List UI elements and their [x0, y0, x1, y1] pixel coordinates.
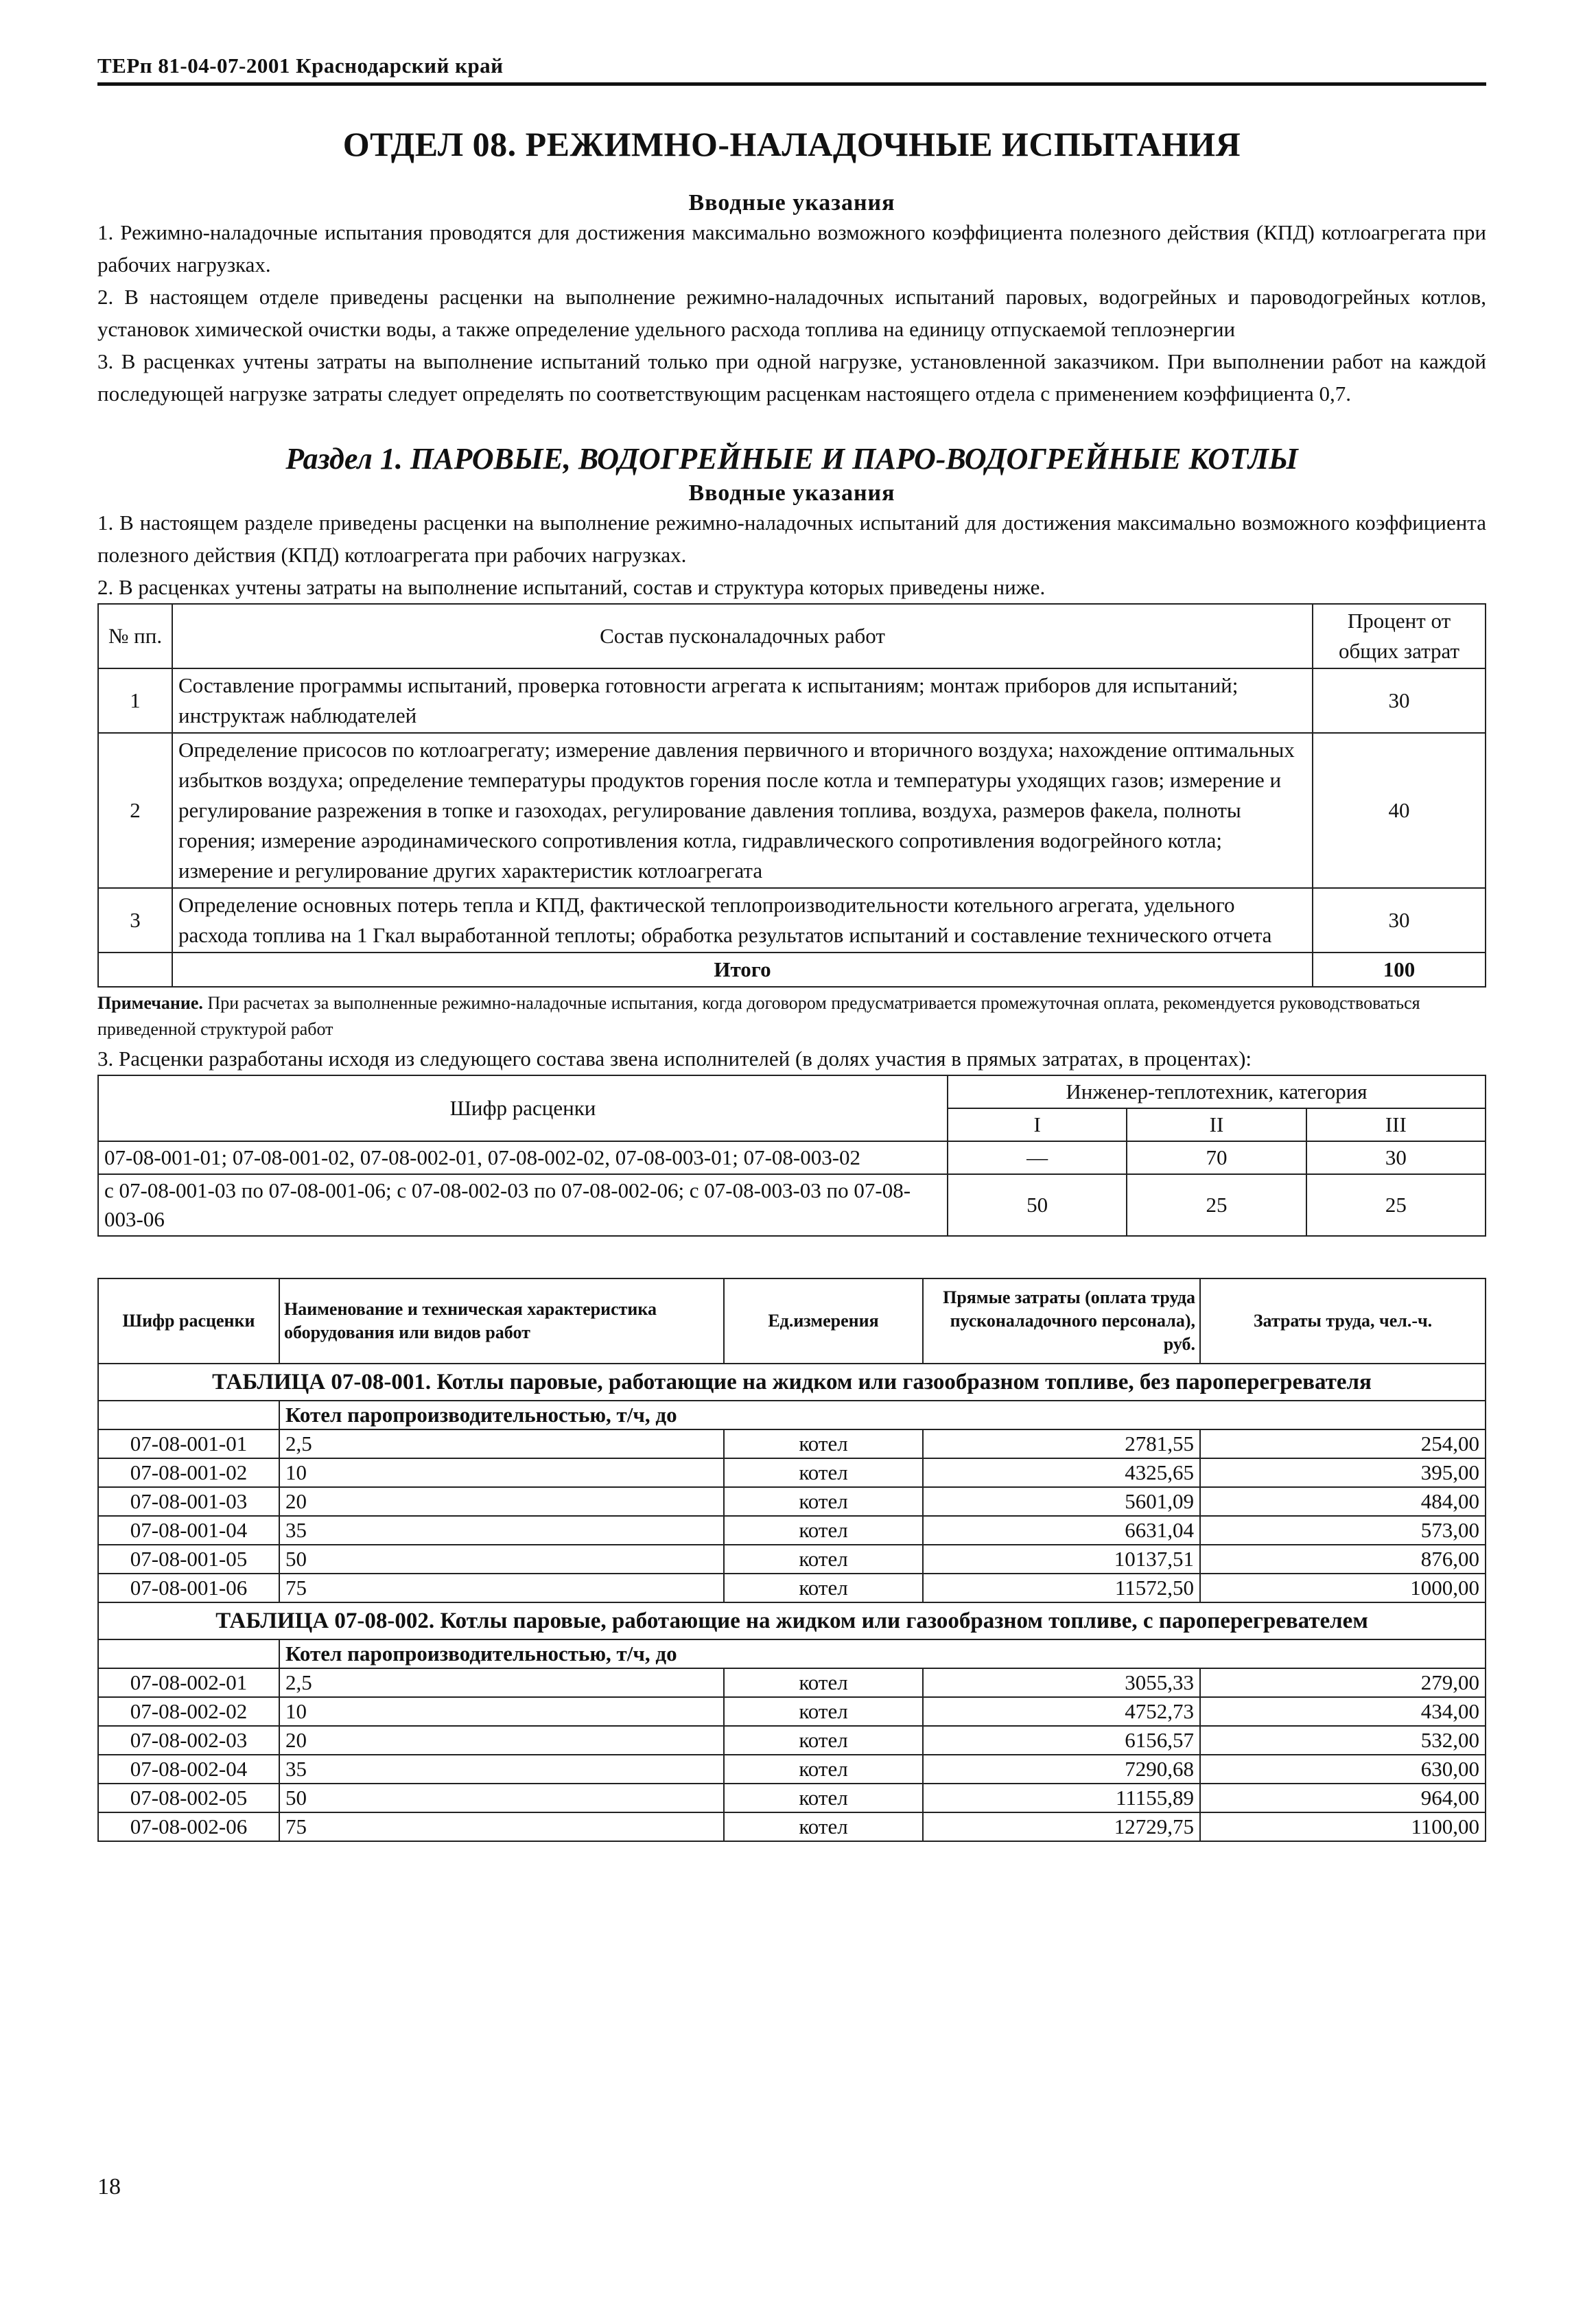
total-empty-cell — [98, 953, 172, 987]
table-row — [98, 1755, 1486, 1784]
crew-table — [97, 1075, 1486, 1237]
cell-cost: 2781,55 — [923, 1429, 1200, 1458]
cell-unit: котел — [724, 1545, 923, 1574]
crew-share: 30 — [1306, 1141, 1486, 1174]
crew-code-header: Шифр расценки — [98, 1075, 948, 1141]
cell-labor: 1000,00 — [1200, 1574, 1486, 1602]
col-header-percent: Процент от общих затрат — [1313, 604, 1486, 668]
table-row — [98, 1726, 1486, 1755]
cell-code: 07-08-002-03 — [98, 1726, 279, 1755]
section-paragraph: 1. В настоящем разделе приведены расценки на выполнение режимно-наладочных испытаний для достижения максимально возможного коэффициента полезного действия (КПД) котлоагрегата при рабочих нагрузках. — [97, 511, 1486, 567]
cell-unit: котел — [724, 1726, 923, 1755]
cell-code: 07-08-001-05 — [98, 1545, 279, 1574]
table-section-title: ТАБЛИЦА 07-08-001. Котлы паровые, работающие на жидком или газообразном топливе, без пароперегревателя — [98, 1364, 1486, 1401]
cell-code: 07-08-002-04 — [98, 1755, 279, 1784]
table-row — [98, 1458, 1486, 1487]
cell-name: 75 — [279, 1812, 724, 1841]
category-header: I — [948, 1108, 1127, 1141]
cell-labor: 434,00 — [1200, 1697, 1486, 1726]
table-row — [98, 1545, 1486, 1574]
cell-name: 10 — [279, 1458, 724, 1487]
crew-paragraph: 3. Расценки разработаны исходя из следующего состава звена исполнителей (в долях участия в прямых затратах, в процентах): — [97, 1047, 1252, 1071]
table-section-title-row — [98, 1602, 1486, 1639]
cell-cost: 6631,04 — [923, 1516, 1200, 1545]
header-rule — [97, 82, 1486, 86]
crew-share: — — [948, 1141, 1127, 1174]
table-row — [98, 1429, 1486, 1458]
section-title: Раздел 1. ПАРОВЫЕ, ВОДОГРЕЙНЫЕ И ПАРО-ВОДОГРЕЙНЫЕ КОТЛЫ — [285, 442, 1298, 476]
cell-labor: 573,00 — [1200, 1516, 1486, 1545]
cell-unit: котел — [724, 1458, 923, 1487]
cell-cost: 3055,33 — [923, 1668, 1200, 1697]
row-num: 1 — [98, 668, 172, 733]
note-text: При расчетах за выполненные режимно-наладочные испытания, когда договором предусматривается промежуточная оплата, рекомендуется руководствоваться приведенной структурой работ — [97, 993, 1420, 1039]
page-number: 18 — [97, 2174, 121, 2199]
cell-cost: 10137,51 — [923, 1545, 1200, 1574]
cell-code: 07-08-002-05 — [98, 1784, 279, 1812]
work-structure-table — [97, 603, 1486, 988]
cell-unit: котел — [724, 1574, 923, 1602]
table-row — [98, 1812, 1486, 1841]
cell-cost: 11572,50 — [923, 1574, 1200, 1602]
crew-group-header: Инженер-теплотехник, категория — [948, 1075, 1486, 1108]
table-section-title-row — [98, 1364, 1486, 1401]
table-subtitle-row — [98, 1401, 1486, 1429]
intro-heading: Вводные указания — [688, 190, 895, 215]
intro-paragraphs — [97, 216, 1486, 410]
cell-cost: 12729,75 — [923, 1812, 1200, 1841]
note-label: Примечание. — [97, 993, 203, 1013]
row-percent: 30 — [1313, 888, 1486, 953]
col-header-work: Состав пусконаладочных работ — [172, 604, 1313, 668]
document-page — [97, 54, 1486, 1842]
col-header-num: № пп. — [98, 604, 172, 668]
table-subtitle-row — [98, 1639, 1486, 1668]
note — [97, 990, 1486, 1042]
cell-name: 10 — [279, 1697, 724, 1726]
cell-unit: котел — [724, 1516, 923, 1545]
dept-title: ОТДЕЛ 08. РЕЖИМНО-НАЛАДОЧНЫЕ ИСПЫТАНИЯ — [342, 125, 1241, 163]
table-row — [98, 1516, 1486, 1545]
cell-name: 35 — [279, 1755, 724, 1784]
cell-labor: 630,00 — [1200, 1755, 1486, 1784]
price-header-unit: Ед.измерения — [724, 1278, 923, 1364]
cell-unit: котел — [724, 1668, 923, 1697]
cell-name: 20 — [279, 1726, 724, 1755]
category-header: II — [1127, 1108, 1306, 1141]
row-num: 2 — [98, 733, 172, 888]
intro-paragraph: 3. В расценках учтены затраты на выполнение испытаний только при одной нагрузке, установленной заказчиком. При выполнении работ на каждой последующей нагрузке затраты следует определять по соответствующим расценкам настоящего отдела с применением коэффициента 0,7. — [97, 349, 1486, 406]
cell-cost: 4325,65 — [923, 1458, 1200, 1487]
section-intro-heading: Вводные указания — [688, 480, 895, 506]
price-header-code: Шифр расценки — [98, 1278, 279, 1364]
cell-unit: котел — [724, 1812, 923, 1841]
doc-header: ТЕРп 81-04-07-2001 Краснодарский край — [97, 54, 504, 78]
table-subtitle: Котел паропроизводительностью, т/ч, до — [279, 1639, 1486, 1668]
table-section-title: ТАБЛИЦА 07-08-002. Котлы паровые, работающие на жидком или газообразном топливе, с пароперегревателем — [98, 1602, 1486, 1639]
intro-paragraph: 1. Режимно-наладочные испытания проводятся для достижения максимально возможного коэффициента полезного действия (КПД) котлоагрегата при рабочих нагрузках. — [97, 220, 1486, 277]
price-header-row — [98, 1278, 1486, 1364]
table-row — [98, 888, 1486, 953]
table-row — [98, 1784, 1486, 1812]
cell-cost: 4752,73 — [923, 1697, 1200, 1726]
price-header-cost: Прямые затраты (оплата труда пусконаладочного персонала), руб. — [923, 1278, 1200, 1364]
table-row — [98, 1174, 1486, 1236]
table-subtitle: Котел паропроизводительностью, т/ч, до — [279, 1401, 1486, 1429]
table-row — [98, 1574, 1486, 1602]
total-value: 100 — [1313, 953, 1486, 987]
crew-header-row — [98, 1075, 1486, 1108]
cell-code: 07-08-001-04 — [98, 1516, 279, 1545]
cell-unit: котел — [724, 1487, 923, 1516]
crew-share: 25 — [1306, 1174, 1486, 1236]
crew-share: 50 — [948, 1174, 1127, 1236]
cell-code: 07-08-002-06 — [98, 1812, 279, 1841]
cell-unit: котел — [724, 1755, 923, 1784]
cell-unit: котел — [724, 1429, 923, 1458]
table-row — [98, 1697, 1486, 1726]
cell-cost: 5601,09 — [923, 1487, 1200, 1516]
cell-labor: 395,00 — [1200, 1458, 1486, 1487]
table-row — [98, 1141, 1486, 1174]
cell-labor: 876,00 — [1200, 1545, 1486, 1574]
price-header-labor: Затраты труда, чел.-ч. — [1200, 1278, 1486, 1364]
crew-codes: с 07-08-001-03 по 07-08-001-06; с 07-08-002-03 по 07-08-002-06; с 07-08-003-03 по 07-08-003-06 — [98, 1174, 948, 1236]
section-paragraph: 2. В расценках учтены затраты на выполнение испытаний, состав и структура которых приведены ниже. — [97, 575, 1046, 599]
cell-unit: котел — [724, 1784, 923, 1812]
price-table — [97, 1278, 1486, 1842]
cell-name: 20 — [279, 1487, 724, 1516]
subtitle-empty-cell — [98, 1401, 279, 1429]
table-header-row — [98, 604, 1486, 668]
total-row — [98, 953, 1486, 987]
cell-code: 07-08-002-02 — [98, 1697, 279, 1726]
cell-labor: 279,00 — [1200, 1668, 1486, 1697]
row-text: Составление программы испытаний, проверка готовности агрегата к испытаниям; монтаж приборов для испытаний; инструктаж наблюдателей — [172, 668, 1313, 733]
price-header-name: Наименование и техническая характеристика оборудования или видов работ — [279, 1278, 724, 1364]
row-num: 3 — [98, 888, 172, 953]
cell-unit: котел — [724, 1697, 923, 1726]
cell-name: 50 — [279, 1545, 724, 1574]
cell-code: 07-08-001-02 — [98, 1458, 279, 1487]
cell-labor: 1100,00 — [1200, 1812, 1486, 1841]
cell-code: 07-08-001-03 — [98, 1487, 279, 1516]
total-label: Итого — [172, 953, 1313, 987]
crew-codes: 07-08-001-01; 07-08-001-02, 07-08-002-01, 07-08-002-02, 07-08-003-01; 07-08-003-02 — [98, 1141, 948, 1174]
crew-share: 25 — [1127, 1174, 1306, 1236]
table-row — [98, 1487, 1486, 1516]
subtitle-empty-cell — [98, 1639, 279, 1668]
cell-name: 35 — [279, 1516, 724, 1545]
cell-labor: 254,00 — [1200, 1429, 1486, 1458]
row-text: Определение присосов по котлоагрегату; измерение давления первичного и вторичного воздуха; нахождение оптимальных избытков воздуха; определение температуры продуктов горения после котла и температуры уходящих газов; измерение и регулирование разрежения в топке и газоходах, регулирование давления топлива, воздуха, размеров факела, полноты горения; измерение аэродинамического сопротивления котла, гидравлического сопротивления водогрейного котла; измерение и регулирование других характеристик котлоагрегата — [172, 733, 1313, 888]
row-percent: 40 — [1313, 733, 1486, 888]
cell-name: 2,5 — [279, 1429, 724, 1458]
cell-code: 07-08-001-01 — [98, 1429, 279, 1458]
cell-labor: 484,00 — [1200, 1487, 1486, 1516]
cell-cost: 7290,68 — [923, 1755, 1200, 1784]
cell-name: 50 — [279, 1784, 724, 1812]
cell-cost: 11155,89 — [923, 1784, 1200, 1812]
cell-code: 07-08-002-01 — [98, 1668, 279, 1697]
intro-paragraph: 2. В настоящем отделе приведены расценки на выполнение режимно-наладочных испытаний паровых, водогрейных и пароводогрейных котлов, установок химической очистки воды, а также определение удельного расхода топлива на единицу отпускаемой теплоэнергии — [97, 285, 1486, 341]
price-table-body — [98, 1364, 1486, 1841]
row-text: Определение основных потерь тепла и КПД, фактической теплопроизводительности котельного агрегата, удельного расхода топлива на 1 Гкал выработанной теплоты; обработка результатов испытаний и составление технического отчета — [172, 888, 1313, 953]
cell-name: 75 — [279, 1574, 724, 1602]
cell-code: 07-08-001-06 — [98, 1574, 279, 1602]
cell-labor: 964,00 — [1200, 1784, 1486, 1812]
crew-share: 70 — [1127, 1141, 1306, 1174]
category-header: III — [1306, 1108, 1486, 1141]
table-row — [98, 733, 1486, 888]
row-percent: 30 — [1313, 668, 1486, 733]
table-row — [98, 1668, 1486, 1697]
cell-name: 2,5 — [279, 1668, 724, 1697]
table-row — [98, 668, 1486, 733]
cell-labor: 532,00 — [1200, 1726, 1486, 1755]
cell-cost: 6156,57 — [923, 1726, 1200, 1755]
